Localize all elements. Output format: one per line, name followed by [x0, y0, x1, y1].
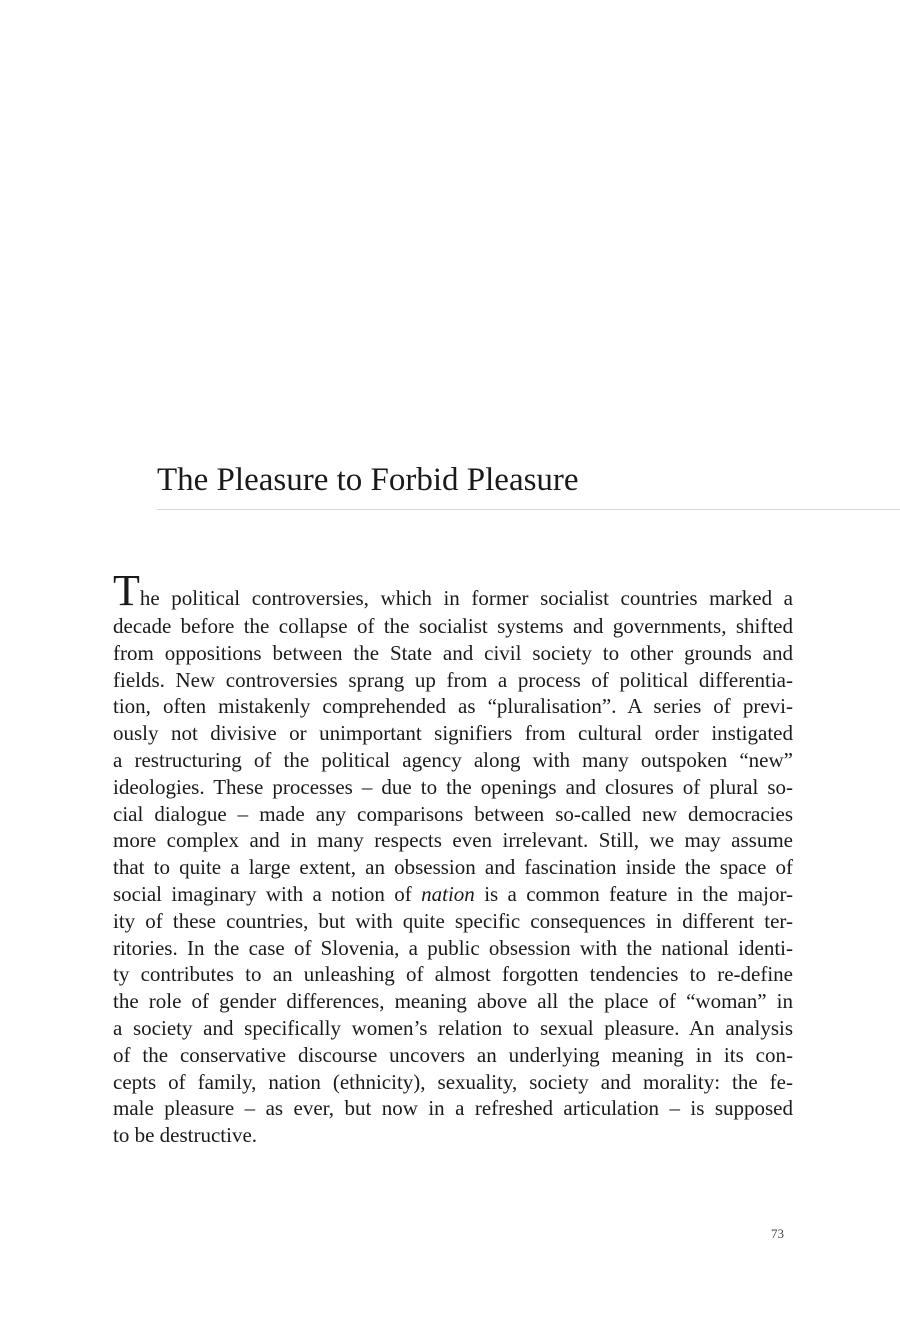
body-line: ideologies. These processes – due to the openings and closures of plural so- [113, 774, 793, 799]
body-line: ously not divisive or unimportant signifiers from cultural order instigated [113, 721, 793, 746]
body-line: ritories. In the case of Slovenia, a public obsession with the national identi- [113, 935, 793, 960]
body-line: more complex and in many respects even irrelevant. Still, we may assume [113, 828, 793, 853]
title-rule [157, 509, 900, 510]
italic-term: nation [421, 881, 475, 906]
body-line [113, 566, 793, 615]
drop-initial: T [113, 566, 140, 615]
body-line-text: is a common feature in the major- [484, 881, 794, 906]
body-line: the role of gender differences, meaning above all the place of “woman” in [113, 989, 793, 1014]
chapter-title: The Pleasure to Forbid Pleasure [157, 462, 579, 498]
body-line-text: social imaginary with a notion of [113, 881, 412, 906]
body-line: male pleasure – as ever, but now in a refreshed articulation – is supposed [113, 1096, 793, 1121]
body-line: that to quite a large extent, an obsession and fascination inside the space of [113, 855, 793, 880]
body-line-text: he political controversies, which in former socialist countries marked a [139, 586, 793, 610]
body-line: tion, often mistakenly comprehended as “pluralisation”. A series of previ- [113, 694, 793, 719]
body-line: fields. New controversies sprang up from a process of political differentia- [113, 667, 793, 692]
page-number: 73 [771, 1226, 784, 1241]
body-line: decade before the collapse of the socialist systems and governments, shifted [113, 614, 793, 638]
body-line: ty contributes to an unleashing of almost forgotten tendencies to re-define [113, 962, 793, 987]
body-line: to be destructive. [113, 1123, 258, 1148]
body-line: from oppositions between the State and civil society to other grounds and [113, 640, 793, 665]
body-line: cepts of family, nation (ethnicity), sexuality, society and morality: the fe- [113, 1069, 793, 1094]
body-line [113, 881, 793, 908]
body-line: ity of these countries, but with quite specific consequences in different ter- [113, 908, 793, 933]
body-paragraph [113, 566, 794, 1149]
body-line: of the conservative discourse uncovers an underlying meaning in its con- [113, 1042, 793, 1067]
body-line: a society and specifically women’s relation to sexual pleasure. An analysis [113, 1015, 793, 1040]
body-line: a restructuring of the political agency along with many outspoken “new” [113, 747, 793, 772]
body-line: cial dialogue – made any comparisons between so-called new democracies [113, 801, 793, 826]
